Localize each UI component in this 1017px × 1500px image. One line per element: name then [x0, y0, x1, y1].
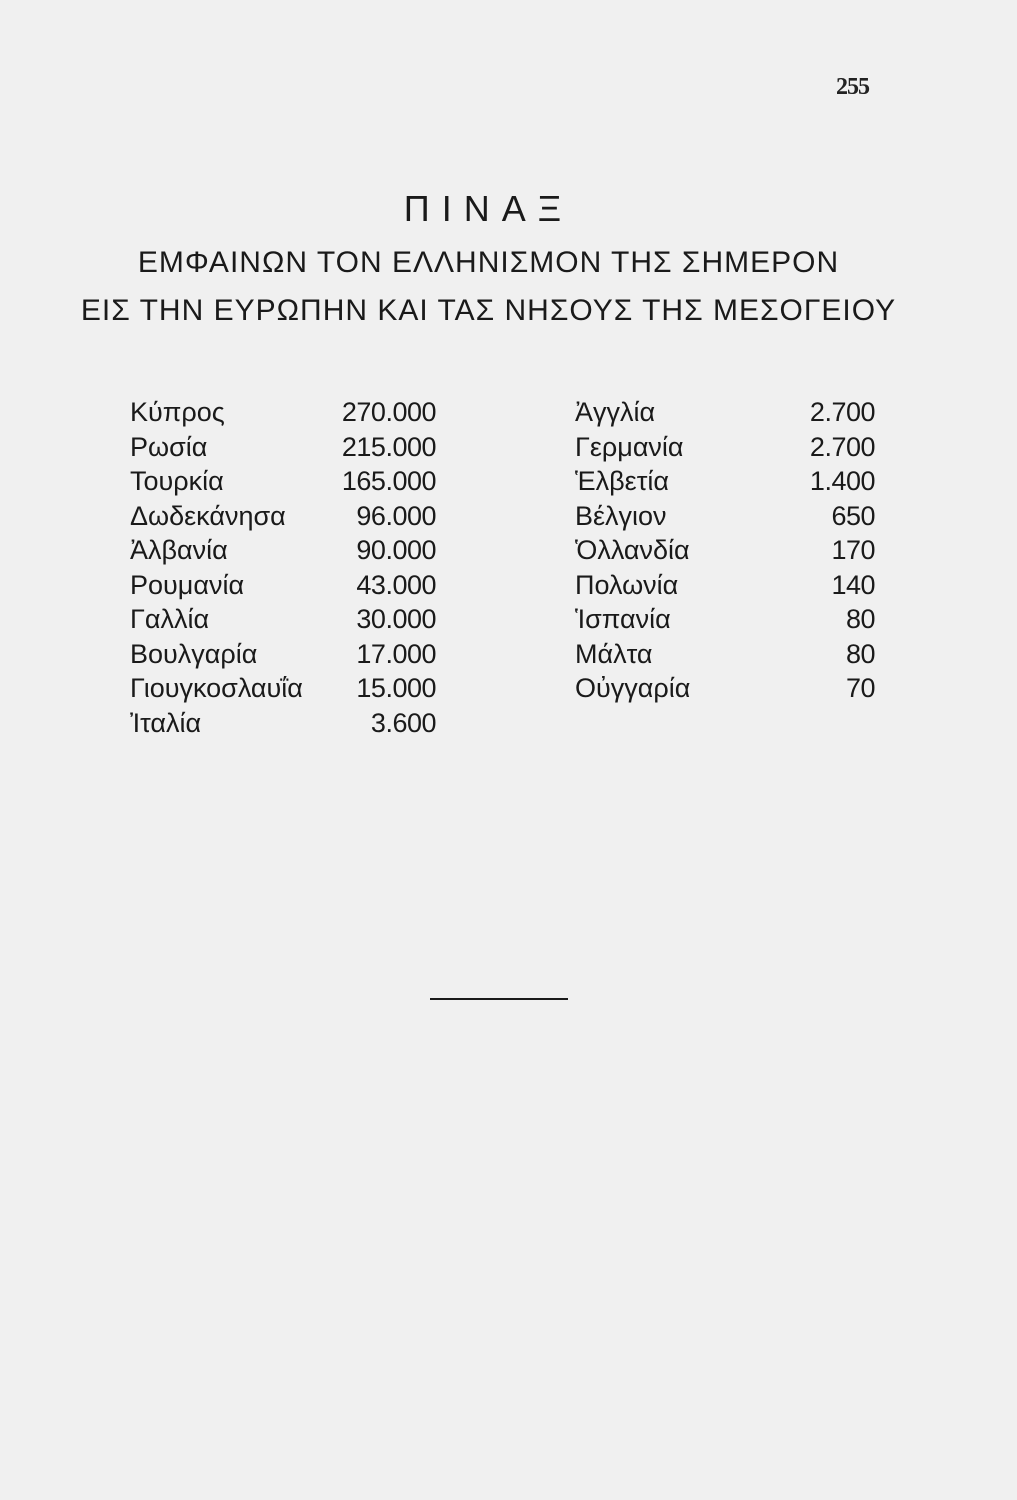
country-name: Ρουμανία: [130, 569, 245, 600]
country-name: Γιουγκοσλαυΐα: [130, 673, 303, 703]
population-count: 2.700: [809, 431, 875, 462]
table-row: [130, 430, 436, 465]
page-title: ΠΙΝΑΞ: [403, 188, 574, 229]
country-name: Οὐγγαρία: [575, 673, 691, 703]
country-name: Ἑλβετία: [575, 466, 669, 496]
country-name: Βέλγιον: [575, 500, 667, 531]
country-name: Δωδεκάνησα: [130, 500, 286, 531]
table-row: [130, 602, 436, 637]
population-count: 80: [845, 638, 875, 669]
population-count: 3.600: [370, 707, 436, 738]
population-count: 43.000: [356, 569, 436, 600]
population-count: 2.700: [809, 397, 875, 427]
table-row: [575, 499, 875, 534]
table-row: [130, 671, 436, 706]
population-count: 30.000: [356, 604, 436, 634]
country-name: Τουρκία: [130, 466, 224, 496]
country-name: Ἰταλία: [130, 707, 202, 738]
horizontal-divider: [430, 998, 568, 1000]
table-row: [575, 637, 875, 672]
population-count: 17.000: [356, 638, 436, 669]
country-name: Γαλλία: [130, 604, 210, 634]
population-count: 170: [831, 535, 875, 565]
population-count: 70: [845, 673, 875, 703]
country-name: Βουλγαρία: [130, 638, 258, 669]
country-name: Ἀγγλία: [575, 397, 656, 427]
population-count: 270.000: [341, 397, 436, 427]
country-name: Γερμανία: [575, 431, 684, 462]
subtitle-line-2: ΕΙΣ ΤΗΝ ΕΥΡΩΠΗΝ ΚΑΙ ΤΑΣ ΝΗΣΟΥΣ ΤΗΣ ΜΕΣΟΓΕΙΟΥ: [80, 294, 897, 327]
population-count: 215.000: [341, 431, 436, 462]
population-count: 90.000: [356, 535, 436, 565]
table-row: [130, 395, 436, 430]
population-count: 15.000: [356, 673, 436, 703]
population-count: 96.000: [356, 500, 436, 531]
table-row: [575, 395, 875, 430]
table-row: [130, 706, 436, 741]
table-row: [130, 637, 436, 672]
table-row: [575, 533, 875, 568]
subtitle-line-1: ΕΜΦΑΙΝΩΝ ΤΟΝ ΕΛΛΗΝΙΣΜΟΝ ΤΗΣ ΣΗΜΕΡΟΝ: [137, 246, 840, 279]
table-row: [130, 568, 436, 603]
population-count: 140: [831, 569, 875, 600]
table-row: [575, 430, 875, 465]
left-column-table: [130, 395, 436, 740]
population-count: 1.400: [809, 466, 875, 496]
country-name: Ἱσπανία: [575, 604, 671, 634]
population-count: 165.000: [341, 466, 436, 496]
population-count: 80: [845, 604, 875, 634]
page-number: 255: [836, 74, 869, 100]
table-row: [575, 602, 875, 637]
country-name: Ὁλλανδία: [575, 535, 690, 565]
table-row: [130, 499, 436, 534]
table-row: [130, 464, 436, 499]
country-name: Μάλτα: [575, 638, 653, 669]
table-row: [575, 568, 875, 603]
country-name: Κύπρος: [130, 397, 225, 427]
country-name: Πολωνία: [575, 569, 679, 600]
country-name: Ρωσία: [130, 431, 208, 462]
table-row: [575, 671, 875, 706]
table-row: [575, 464, 875, 499]
table-row: [130, 533, 436, 568]
population-count: 650: [831, 500, 875, 531]
country-name: Ἀλβανία: [130, 535, 228, 565]
right-column-table: [575, 395, 875, 706]
